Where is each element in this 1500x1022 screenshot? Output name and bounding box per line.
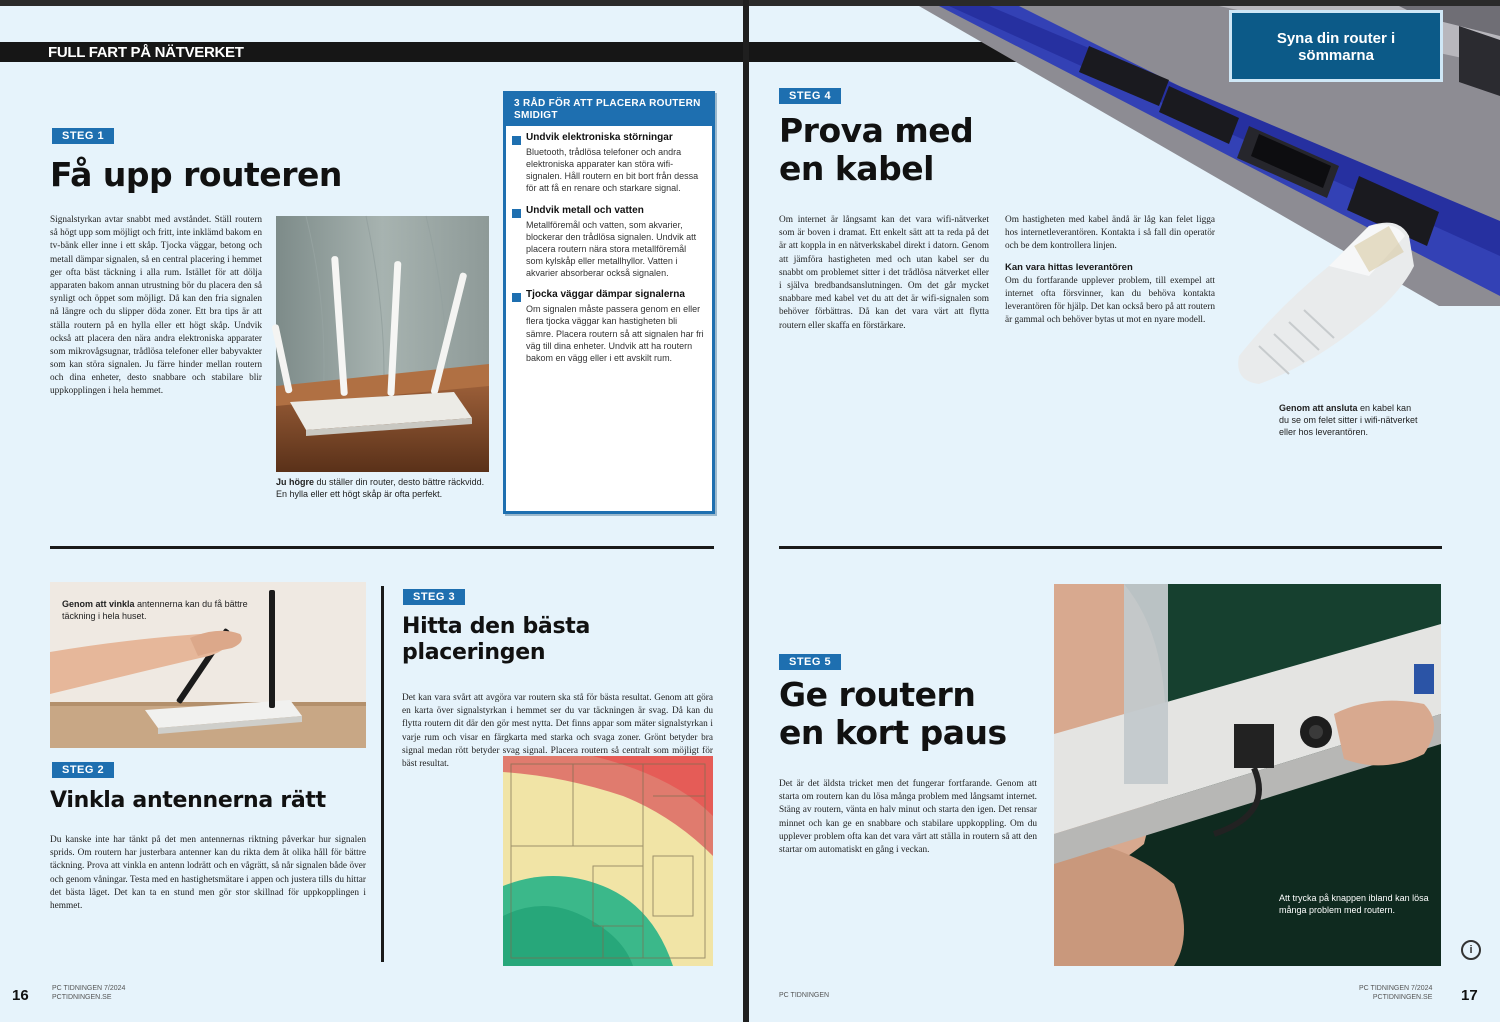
step3-badge: STEG 3 bbox=[403, 589, 465, 605]
magazine-footer-line2: PCTIDNINGEN.SE bbox=[52, 993, 112, 1001]
section-title: FULL FART PÅ NÄTVERKET bbox=[48, 44, 244, 61]
reset-photo-caption: Att trycka på knappen ibland kan lösa många problem med routern. bbox=[1279, 893, 1429, 916]
router-photo-caption-text: du ställer din router, desto bättre räckvidd. En hylla eller ett högt skåp är ofta perfekt. bbox=[276, 477, 485, 500]
ethernet-plug-photo bbox=[1219, 206, 1419, 396]
tip-text: Metallföremål och vatten, som akvarier, blockerar den trådlösa signalen. Undvik att placera routern nära stora metallföremål som kylskåp eller metallhyllor. Vatten i akvarier absorberar också signalen. bbox=[526, 219, 697, 279]
step3-body: Det kan vara svårt att avgöra var routern ska stå för bästa resultat. Genom att göra en karta över signalstyrkan i hemmet ser du var täckningen är svag. Då kan du flytta routern dit där den gör mest nytta. Det finns appar som mäter signalstyrkan i varje rum och visar en färgkarta med starka och svaga zoner. Grönt betyder bra signal medan rött betyder svag signal. Placera routern så centralt som möjligt för bäst resultat. bbox=[402, 693, 713, 769]
step4-body-col1: Om internet är långsamt kan det vara wifi-nätverket som är boven i dramat. Ett enkelt sätt att ta reda på det är att koppla in en nätverkskabel direkt i datorn. Genom att jämföra hastigheten med och utan kabel ser du snabbt om problemet sitter i det trådlösa nätverket eller i själva bredbandsanslutningen. Om det går mycket snabbare med kabel vet du att det är wifi-signalen som behöver förbättras. Då kan det vara värt att flytta routern eller skaffa en förstärkare. bbox=[779, 215, 989, 331]
step5-title bbox=[779, 676, 1007, 752]
heatmap-image bbox=[503, 756, 713, 966]
magazine-footer-line1: PC TIDNINGEN 7/2024 bbox=[52, 985, 126, 993]
callout-box: Syna din router i sömmarna bbox=[1229, 10, 1443, 82]
tip-item bbox=[506, 126, 712, 199]
antenna-photo-caption bbox=[62, 598, 262, 622]
antenna-photo-caption-text: antennerna kan du få bättre täckning i hela huset. bbox=[62, 599, 248, 622]
tip-bullet-icon bbox=[512, 136, 521, 145]
info-icon: i bbox=[1461, 940, 1481, 960]
tip-title: Tjocka väggar dämpar signalerna bbox=[526, 289, 685, 301]
tip-item bbox=[506, 199, 712, 284]
step2-title: Vinkla antennerna rätt bbox=[50, 788, 326, 813]
tip-text: Om signalen måste passera genom en eller flera tjocka väggar kan hastigheten bli sämre. Placera routern så att signalen har fri väg till dina enheter. Undvik att ha routern bakom en vägg eller i ett avskilt rum. bbox=[526, 304, 704, 363]
magazine-footer-left bbox=[52, 985, 125, 1002]
tips-box bbox=[503, 91, 715, 514]
tip-bullet-icon bbox=[512, 293, 521, 302]
column-divider bbox=[381, 586, 384, 962]
step5-badge: STEG 5 bbox=[779, 654, 841, 670]
router-photo-caption bbox=[276, 476, 489, 500]
step4-subheading: Kan vara hittas leverantören bbox=[1005, 261, 1133, 273]
tip-bullet-icon bbox=[512, 209, 521, 218]
section-divider bbox=[779, 546, 1442, 549]
step2-badge: STEG 2 bbox=[52, 762, 114, 778]
step1-title: Få upp routeren bbox=[50, 155, 342, 194]
step4-body-col2-wrap bbox=[1005, 214, 1215, 518]
router-photo-caption-bold: Ju högre bbox=[276, 477, 315, 487]
step5-body: Det är det äldsta tricket men det fungerar fortfarande. Genom att starta om routern kan du lösa många problem med långsamt internet. Stäng av routern, vänta en halv minut och starta den igen. Det rensar minnet och kan ge en snabbare och stabilare uppkoppling. Om du upplever problem ofta kan det vara värt att ställa in routern så att den startar om automatiskt en gång i veckan. bbox=[779, 779, 1037, 855]
step4-body-col2b: Om du fortfarande upplever problem, till exempel att internet ofta försvinner, kan du behöva kontakta leverantören för hjälp. Det kan också bero på att routern är gammal och behöver bytas ut mot en nyare modell. bbox=[1005, 275, 1215, 326]
magazine-footer-line1: PC TIDNINGEN 7/2024 bbox=[1359, 985, 1433, 993]
plug-photo-caption bbox=[1279, 402, 1419, 438]
page-number-right: 17 bbox=[1461, 987, 1478, 1004]
right-footer-note: PC TIDNINGEN bbox=[779, 991, 830, 999]
tips-header: 3 RÅD FÖR ATT PLACERA ROUTERN SMIDIGT bbox=[506, 94, 712, 126]
step4-badge: STEG 4 bbox=[779, 88, 841, 104]
antenna-photo-caption-bold: Genom att vinkla bbox=[62, 599, 135, 609]
tip-title: Undvik elektroniska störningar bbox=[526, 132, 673, 143]
page-number-left: 16 bbox=[12, 987, 29, 1004]
step2-body: Du kanske inte har tänkt på det men antennernas riktning påverkar hur signalen sprids. Om routern har justerbara antenner kan du rikta dem åt olika håll för bättre täckning. Prova att vinkla en antenn lodrätt och en vågrätt, så når signalen både över och genom våningar. Testa med en hastighetsmätare i appen och justera tills du hittar det bästa läget. Det kan ta en stund men gör stor skillnad för uppkopplingen i hemmet. bbox=[50, 835, 366, 911]
step5-title-line2: en kort paus bbox=[779, 712, 1007, 752]
step1-badge: STEG 1 bbox=[52, 128, 114, 144]
step3-title: Hitta den bästa placeringen bbox=[402, 614, 591, 666]
tip-title: Undvik metall och vatten bbox=[526, 204, 644, 216]
step4-body-col2: Om hastigheten med kabel ändå är låg kan felet ligga hos internetleverantören. Kontakta i så fall din operatör och be dem kontrollera linjen. bbox=[1005, 215, 1215, 252]
magazine-footer-line2: PCTIDNINGEN.SE bbox=[1372, 993, 1433, 1001]
left-page bbox=[0, 6, 743, 1022]
step1-body: Signalstyrkan avtar snabbt med avståndet. Ställ routern så högt upp som möjligt och fritt, inte inklämd bakom en tv-bänk eller inne i ett skåp. Tjocka väggar, betong och metall dämpar signalen, så en central placering i hemmet ger ofta bäst täckning i alla rum. Istället för att dölja apparaten bakom annan utrustning bör du placera den så synligt och öppet som möjligt. Då kan den fria signalen nå längre och du slipper döda zoner. Ett bra tips är att ställa routern på en hylla eller ett högt skåp. Undvik också att placera den nära andra elektroniska apparater som mikrovågsugnar, trådlösa telefoner eller babyvakter som kan störa signalen. Ju färre hinder mellan routern och dina enheter, desto snabbare och stabilare blir uppkopplingen i hela hemmet. bbox=[50, 215, 262, 397]
tip-item bbox=[506, 283, 712, 368]
plug-photo-caption-bold: Genom att ansluta bbox=[1279, 403, 1358, 413]
right-page bbox=[749, 6, 1500, 1022]
magazine-footer-right bbox=[1359, 985, 1432, 1002]
plug-photo-caption-text: en kabel kan du se om felet sitter i wifi-nätverket eller hos leverantören. bbox=[1279, 403, 1418, 438]
step4-title-line1: Prova med bbox=[779, 111, 974, 150]
step4-title bbox=[779, 112, 973, 188]
router-photo bbox=[276, 216, 489, 472]
tip-text: Bluetooth, trådlösa telefoner och andra elektroniska apparater kan störa wifi-signalen. Håll routern en bit bort från dessa för att få en renare och starkare signal. bbox=[526, 147, 699, 194]
step4-title-line2: en kabel bbox=[779, 148, 934, 188]
section-divider bbox=[50, 546, 714, 549]
step5-title-line1: Ge routern bbox=[779, 675, 976, 714]
